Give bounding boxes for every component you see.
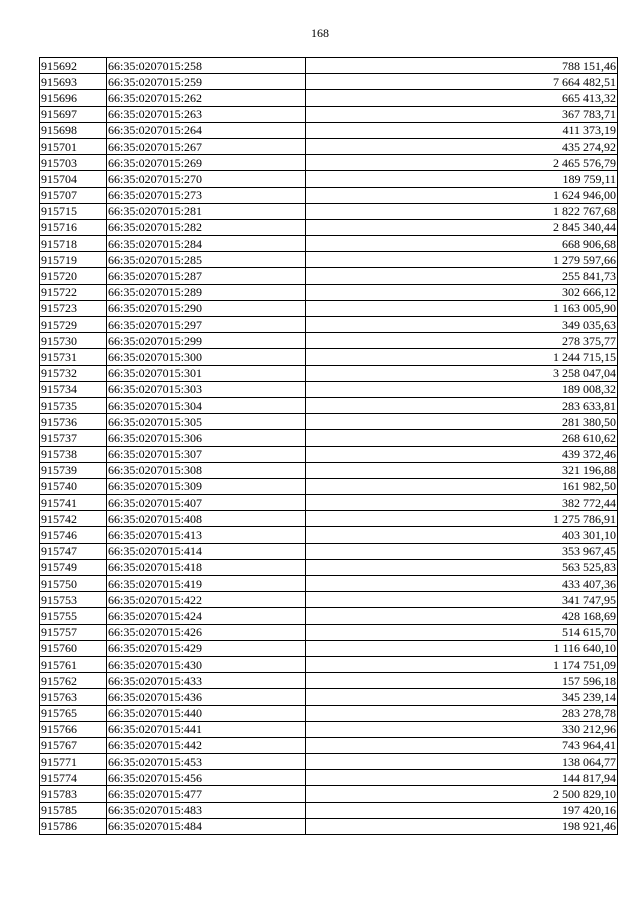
- table-row: [40, 138, 618, 154]
- cadastral-number-cell: 66:35:0207015:289: [107, 284, 306, 300]
- value-cell: 2 845 340,44: [306, 219, 618, 235]
- cadastral-number-cell: 66:35:0207015:262: [107, 90, 306, 106]
- value-cell: 788 151,46: [306, 58, 618, 74]
- cadastral-number-cell: 66:35:0207015:418: [107, 559, 306, 575]
- row-id-cell: 915760: [40, 640, 107, 656]
- cadastral-number-cell: 66:35:0207015:300: [107, 349, 306, 365]
- table-row: [40, 333, 618, 349]
- cadastral-number-cell: 66:35:0207015:299: [107, 333, 306, 349]
- row-id-cell: 915732: [40, 365, 107, 381]
- value-cell: 435 274,92: [306, 138, 618, 154]
- value-cell: 1 244 715,15: [306, 349, 618, 365]
- row-id-cell: 915736: [40, 414, 107, 430]
- cadastral-number-cell: 66:35:0207015:422: [107, 592, 306, 608]
- row-id-cell: 915729: [40, 317, 107, 333]
- table-row: [40, 673, 618, 689]
- row-id-cell: 915739: [40, 462, 107, 478]
- table-row: [40, 430, 618, 446]
- row-id-cell: 915715: [40, 203, 107, 219]
- value-cell: 283 633,81: [306, 397, 618, 413]
- table-row: [40, 58, 618, 74]
- cadastral-number-cell: 66:35:0207015:269: [107, 155, 306, 171]
- value-cell: 411 373,19: [306, 122, 618, 138]
- row-id-cell: 915747: [40, 543, 107, 559]
- value-cell: 382 772,44: [306, 495, 618, 511]
- table-row: [40, 495, 618, 511]
- row-id-cell: 915731: [40, 349, 107, 365]
- row-id-cell: 915749: [40, 559, 107, 575]
- cadastral-number-cell: 66:35:0207015:426: [107, 624, 306, 640]
- table-row: [40, 721, 618, 737]
- table-row: [40, 349, 618, 365]
- value-cell: 743 964,41: [306, 737, 618, 753]
- table-row: [40, 559, 618, 575]
- cadastral-number-cell: 66:35:0207015:285: [107, 252, 306, 268]
- table-body: [40, 58, 618, 835]
- row-id-cell: 915734: [40, 381, 107, 397]
- value-cell: 353 967,45: [306, 543, 618, 559]
- cadastral-number-cell: 66:35:0207015:297: [107, 317, 306, 333]
- value-cell: 428 168,69: [306, 608, 618, 624]
- row-id-cell: 915740: [40, 478, 107, 494]
- row-id-cell: 915753: [40, 592, 107, 608]
- value-cell: 2 500 829,10: [306, 786, 618, 802]
- table-row: [40, 786, 618, 802]
- table-row: [40, 640, 618, 656]
- cadastral-number-cell: 66:35:0207015:407: [107, 495, 306, 511]
- table-row: [40, 219, 618, 235]
- row-id-cell: 915757: [40, 624, 107, 640]
- value-cell: 3 258 047,04: [306, 365, 618, 381]
- cadastral-number-cell: 66:35:0207015:284: [107, 236, 306, 252]
- value-cell: 367 783,71: [306, 106, 618, 122]
- value-cell: 198 921,46: [306, 818, 618, 834]
- cadastral-number-cell: 66:35:0207015:305: [107, 414, 306, 430]
- row-id-cell: 915707: [40, 187, 107, 203]
- table-row: [40, 236, 618, 252]
- cadastral-number-cell: 66:35:0207015:307: [107, 446, 306, 462]
- value-cell: 1 822 767,68: [306, 203, 618, 219]
- table-row: [40, 737, 618, 753]
- value-cell: 197 420,16: [306, 802, 618, 818]
- value-cell: 138 064,77: [306, 754, 618, 770]
- row-id-cell: 915741: [40, 495, 107, 511]
- table-row: [40, 462, 618, 478]
- cadastral-number-cell: 66:35:0207015:408: [107, 511, 306, 527]
- row-id-cell: 915730: [40, 333, 107, 349]
- row-id-cell: 915703: [40, 155, 107, 171]
- table-row: [40, 187, 618, 203]
- row-id-cell: 915755: [40, 608, 107, 624]
- cadastral-number-cell: 66:35:0207015:442: [107, 737, 306, 753]
- row-id-cell: 915720: [40, 268, 107, 284]
- table-row: [40, 705, 618, 721]
- row-id-cell: 915719: [40, 252, 107, 268]
- cadastral-number-cell: 66:35:0207015:258: [107, 58, 306, 74]
- table-row: [40, 576, 618, 592]
- row-id-cell: 915774: [40, 770, 107, 786]
- cadastral-number-cell: 66:35:0207015:483: [107, 802, 306, 818]
- value-cell: 281 380,50: [306, 414, 618, 430]
- row-id-cell: 915698: [40, 122, 107, 138]
- value-cell: 157 596,18: [306, 673, 618, 689]
- cadastral-number-cell: 66:35:0207015:301: [107, 365, 306, 381]
- table-row: [40, 74, 618, 90]
- table-row: [40, 592, 618, 608]
- value-cell: 189 759,11: [306, 171, 618, 187]
- value-cell: 7 664 482,51: [306, 74, 618, 90]
- table-row: [40, 252, 618, 268]
- value-cell: 341 747,95: [306, 592, 618, 608]
- cadastral-number-cell: 66:35:0207015:267: [107, 138, 306, 154]
- row-id-cell: 915701: [40, 138, 107, 154]
- value-cell: 283 278,78: [306, 705, 618, 721]
- cadastral-number-cell: 66:35:0207015:429: [107, 640, 306, 656]
- table-row: [40, 818, 618, 834]
- value-cell: 302 666,12: [306, 284, 618, 300]
- value-cell: 563 525,83: [306, 559, 618, 575]
- table-row: [40, 754, 618, 770]
- value-cell: 514 615,70: [306, 624, 618, 640]
- cadastral-number-cell: 66:35:0207015:413: [107, 527, 306, 543]
- cadastral-number-cell: 66:35:0207015:484: [107, 818, 306, 834]
- row-id-cell: 915786: [40, 818, 107, 834]
- cadastral-number-cell: 66:35:0207015:456: [107, 770, 306, 786]
- table-row: [40, 90, 618, 106]
- table-row: [40, 543, 618, 559]
- cadastral-value-table: [39, 57, 618, 835]
- value-cell: 1 624 946,00: [306, 187, 618, 203]
- row-id-cell: 915742: [40, 511, 107, 527]
- table-row: [40, 365, 618, 381]
- row-id-cell: 915692: [40, 58, 107, 74]
- row-id-cell: 915723: [40, 300, 107, 316]
- cadastral-number-cell: 66:35:0207015:453: [107, 754, 306, 770]
- row-id-cell: 915693: [40, 74, 107, 90]
- row-id-cell: 915783: [40, 786, 107, 802]
- cadastral-number-cell: 66:35:0207015:270: [107, 171, 306, 187]
- cadastral-number-cell: 66:35:0207015:309: [107, 478, 306, 494]
- table-row: [40, 770, 618, 786]
- cadastral-number-cell: 66:35:0207015:424: [107, 608, 306, 624]
- table-row: [40, 478, 618, 494]
- table-row: [40, 171, 618, 187]
- table-row: [40, 656, 618, 672]
- row-id-cell: 915718: [40, 236, 107, 252]
- table-row: [40, 203, 618, 219]
- value-cell: 2 465 576,79: [306, 155, 618, 171]
- value-cell: 1 163 005,90: [306, 300, 618, 316]
- value-cell: 321 196,88: [306, 462, 618, 478]
- value-cell: 403 301,10: [306, 527, 618, 543]
- table-row: [40, 689, 618, 705]
- value-cell: 439 372,46: [306, 446, 618, 462]
- value-cell: 349 035,63: [306, 317, 618, 333]
- cadastral-number-cell: 66:35:0207015:436: [107, 689, 306, 705]
- cadastral-number-cell: 66:35:0207015:419: [107, 576, 306, 592]
- cadastral-number-cell: 66:35:0207015:477: [107, 786, 306, 802]
- cadastral-number-cell: 66:35:0207015:441: [107, 721, 306, 737]
- cadastral-number-cell: 66:35:0207015:263: [107, 106, 306, 122]
- row-id-cell: 915766: [40, 721, 107, 737]
- row-id-cell: 915697: [40, 106, 107, 122]
- row-id-cell: 915762: [40, 673, 107, 689]
- value-cell: 1 116 640,10: [306, 640, 618, 656]
- cadastral-number-cell: 66:35:0207015:304: [107, 397, 306, 413]
- value-cell: 161 982,50: [306, 478, 618, 494]
- row-id-cell: 915738: [40, 446, 107, 462]
- value-cell: 665 413,32: [306, 90, 618, 106]
- table-row: [40, 106, 618, 122]
- cadastral-number-cell: 66:35:0207015:281: [107, 203, 306, 219]
- value-cell: 668 906,68: [306, 236, 618, 252]
- value-cell: 1 174 751,09: [306, 656, 618, 672]
- table-row: [40, 802, 618, 818]
- row-id-cell: 915771: [40, 754, 107, 770]
- cadastral-number-cell: 66:35:0207015:414: [107, 543, 306, 559]
- row-id-cell: 915785: [40, 802, 107, 818]
- table-row: [40, 317, 618, 333]
- table-row: [40, 300, 618, 316]
- cadastral-number-cell: 66:35:0207015:287: [107, 268, 306, 284]
- table-row: [40, 527, 618, 543]
- row-id-cell: 915746: [40, 527, 107, 543]
- table-row: [40, 397, 618, 413]
- page-number: 168: [311, 26, 329, 40]
- value-cell: 278 375,77: [306, 333, 618, 349]
- value-cell: 330 212,96: [306, 721, 618, 737]
- row-id-cell: 915722: [40, 284, 107, 300]
- cadastral-number-cell: 66:35:0207015:430: [107, 656, 306, 672]
- row-id-cell: 915737: [40, 430, 107, 446]
- table-row: [40, 608, 618, 624]
- table-row: [40, 511, 618, 527]
- table-row: [40, 446, 618, 462]
- cadastral-number-cell: 66:35:0207015:433: [107, 673, 306, 689]
- row-id-cell: 915716: [40, 219, 107, 235]
- cadastral-number-cell: 66:35:0207015:308: [107, 462, 306, 478]
- table-row: [40, 381, 618, 397]
- value-cell: 189 008,32: [306, 381, 618, 397]
- cadastral-number-cell: 66:35:0207015:303: [107, 381, 306, 397]
- value-cell: 268 610,62: [306, 430, 618, 446]
- row-id-cell: 915735: [40, 397, 107, 413]
- row-id-cell: 915696: [40, 90, 107, 106]
- value-cell: 255 841,73: [306, 268, 618, 284]
- row-id-cell: 915761: [40, 656, 107, 672]
- row-id-cell: 915763: [40, 689, 107, 705]
- row-id-cell: 915767: [40, 737, 107, 753]
- cadastral-number-cell: 66:35:0207015:306: [107, 430, 306, 446]
- row-id-cell: 915704: [40, 171, 107, 187]
- value-cell: 345 239,14: [306, 689, 618, 705]
- value-cell: 433 407,36: [306, 576, 618, 592]
- table-row: [40, 155, 618, 171]
- value-cell: 1 279 597,66: [306, 252, 618, 268]
- cadastral-number-cell: 66:35:0207015:440: [107, 705, 306, 721]
- table-row: [40, 268, 618, 284]
- table-row: [40, 414, 618, 430]
- cadastral-number-cell: 66:35:0207015:273: [107, 187, 306, 203]
- table-row: [40, 122, 618, 138]
- cadastral-number-cell: 66:35:0207015:259: [107, 74, 306, 90]
- cadastral-number-cell: 66:35:0207015:282: [107, 219, 306, 235]
- table-row: [40, 284, 618, 300]
- row-id-cell: 915750: [40, 576, 107, 592]
- value-cell: 144 817,94: [306, 770, 618, 786]
- cadastral-number-cell: 66:35:0207015:264: [107, 122, 306, 138]
- value-cell: 1 275 786,91: [306, 511, 618, 527]
- row-id-cell: 915765: [40, 705, 107, 721]
- table-row: [40, 624, 618, 640]
- cadastral-number-cell: 66:35:0207015:290: [107, 300, 306, 316]
